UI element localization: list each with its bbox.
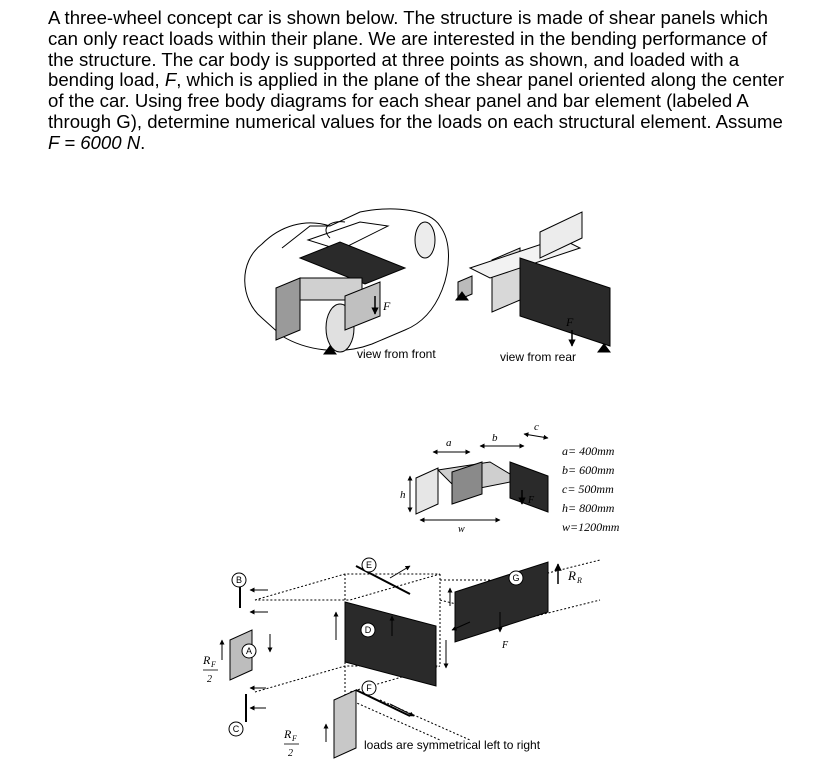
- car-front-view: [245, 209, 449, 354]
- problem-intro: A three-wheel concept car is shown below. The structure is made of shear panels which can only react loads within their plane. We are interested in the bending performance of the structure. The car body is supported at three points as shown, and loaded with a bending load,: [48, 7, 769, 91]
- reaction-front-left: [202, 653, 218, 685]
- dim-side-panel: [416, 468, 438, 514]
- dim-value-w: w=1200mm: [562, 520, 620, 534]
- load-label-front: F: [383, 299, 391, 313]
- dim-w-label: w: [458, 524, 465, 535]
- dim-value-c: c= 500mm: [562, 482, 614, 496]
- reaction-front-left-subscript: F: [211, 660, 216, 669]
- reaction-rear-symbol: R: [568, 568, 576, 583]
- dim-load-label: F: [528, 495, 535, 506]
- symmetry-note: loads are symmetrical left to right: [364, 738, 541, 752]
- fbd-lower-guides: [350, 700, 470, 740]
- dim-b-label: b: [492, 432, 498, 444]
- label-e: E: [365, 560, 373, 570]
- reaction-front-bottom-denominator: 2: [288, 748, 293, 759]
- problem-middle: , which is applied in the plane of the shear panel oriented along the center of the car. Using free body diagrams for each shear panel and bar element (labeled A through G), determine numerical values for the loads on each structural element. Assume: [48, 69, 785, 132]
- label-d: D: [364, 625, 372, 635]
- fbd-top-plane: [255, 574, 440, 600]
- label-f: F: [366, 683, 372, 693]
- reaction-front-bottom-subscript: F: [292, 734, 297, 743]
- panel-d: [345, 602, 436, 686]
- label-a: A: [245, 646, 253, 656]
- assumed-load: F = 6000 N: [48, 131, 141, 153]
- dimension-values: [562, 444, 620, 534]
- door-line: [326, 222, 345, 238]
- reaction-front-left-symbol: R: [203, 653, 211, 667]
- reaction-front-bottom: [283, 727, 299, 759]
- load-label-rear: F: [566, 315, 574, 329]
- side-panel-front: [276, 278, 300, 340]
- label-g: G: [512, 573, 520, 583]
- caption-view-front: view from front: [357, 347, 436, 361]
- reaction-front-left-denominator: 2: [207, 674, 212, 685]
- caption-view-rear: view from rear: [500, 350, 577, 364]
- fbd-load-label: F: [502, 640, 509, 651]
- reaction-rear: [567, 568, 582, 585]
- rear-wheel: [415, 222, 435, 258]
- dim-a-label: a: [446, 437, 452, 449]
- panel-g: [455, 562, 548, 642]
- dim-value-b: b= 600mm: [562, 463, 615, 477]
- exploded-fbd: [222, 560, 600, 758]
- dim-c-line: [524, 434, 548, 438]
- dim-c-label: c: [534, 421, 539, 433]
- label-c: C: [232, 724, 240, 734]
- reaction-front-bottom-symbol: R: [284, 727, 292, 741]
- panel-c: [334, 690, 356, 758]
- structure-rear-view: [456, 212, 610, 352]
- reaction-rear-subscript: R: [577, 576, 582, 585]
- label-b: B: [235, 575, 243, 585]
- bar-f: [356, 690, 410, 716]
- dim-value-h: h= 800mm: [562, 501, 615, 515]
- problem-end: .: [140, 131, 146, 153]
- dimension-sketch: [410, 434, 548, 520]
- force-e: [390, 566, 410, 578]
- force-f: [390, 704, 414, 716]
- rear-center-panel: [520, 258, 610, 346]
- load-symbol: F: [164, 69, 177, 91]
- dim-value-a: a= 400mm: [562, 444, 615, 458]
- dim-h-label: h: [400, 489, 406, 501]
